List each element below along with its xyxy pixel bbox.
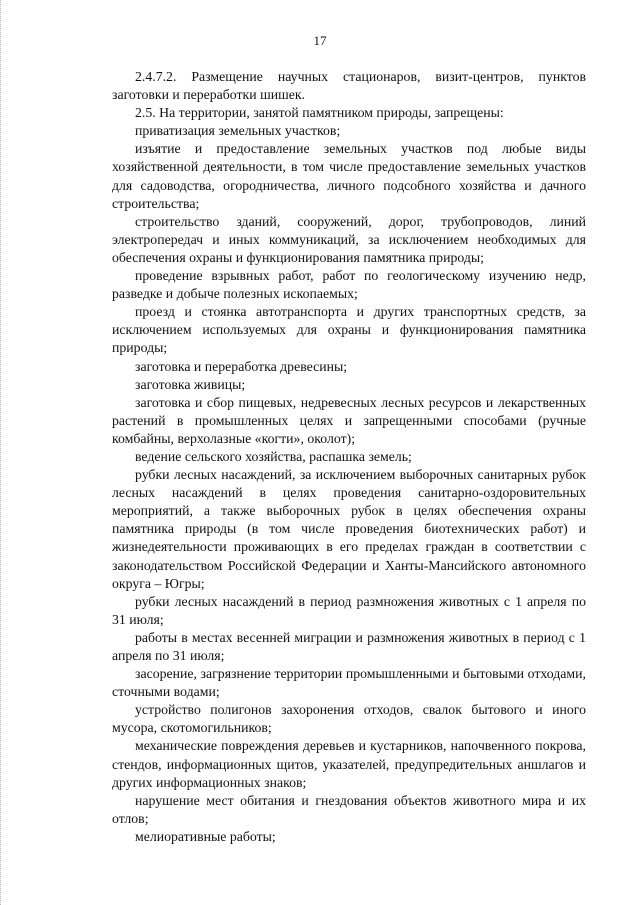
paragraph-2-5-heading: 2.5. На территории, занятой памятником природы, запрещены: — [135, 105, 504, 121]
prohibition-item: проведение взрывных работ, работ по геологическому изучению недр, разведке и добыче полезных ископаемых; — [112, 268, 586, 302]
prohibition-item: ведение сельского хозяйства, распашка земель; — [135, 448, 412, 464]
prohibition-item: рубки лесных насаждений, за исключением выборочных санитарных рубок лесных насаждений в целях проведения санитарно-оздоровительных мероприятий, а также выборочных рубок в целях обеспечения охраны памятника природы (в том числе проведения биотехнических работ) и жизнедеятельности проживающих в его пределах граждан в соответствии с законодательством Российской Федерации и Ханты-Мансийского автономного округа – Югры; — [112, 467, 586, 591]
page-binding-edge — [0, 0, 4, 905]
prohibition-item: мелиоративные работы; — [135, 828, 276, 844]
prohibition-item: устройство полигонов захоронения отходов, свалок бытового и иного мусора, скотомогильников; — [112, 702, 586, 736]
prohibition-item: заготовка и переработка древесины; — [135, 358, 348, 374]
prohibition-item: проезд и стоянка автотранспорта и других транспортных средств, за исключением используемых для охраны и функционирования памятника природы; — [112, 304, 586, 356]
prohibition-item: приватизация земельных участков; — [135, 123, 341, 139]
prohibition-item: работы в местах весенней миграции и размножения животных в период с 1 апреля по 31 июля; — [112, 629, 586, 663]
prohibition-item: нарушение мест обитания и гнездования объектов животного мира и их отлов; — [112, 792, 586, 826]
prohibition-item: заготовка живицы; — [135, 376, 246, 392]
prohibition-item: засорение, загрязнение территории промышленными и бытовыми отходами, сточными водами; — [112, 666, 586, 700]
prohibition-item: строительство зданий, сооружений, дорог, трубопроводов, линий электропередач и иных коммуникаций, за исключением необходимых для обеспечения охраны и функционирования памятника природы; — [112, 213, 586, 265]
prohibition-item: рубки лесных насаждений в период размножения животных с 1 апреля по 31 июля; — [112, 593, 586, 627]
page-number: 17 — [313, 33, 327, 48]
prohibition-item: механические повреждения деревьев и кустарников, напочвенного покрова, стендов, информационных щитов, указателей, предупредительных аншлагов и других информационных знаков; — [112, 738, 586, 790]
document-body — [112, 68, 586, 846]
paragraph-2-4-7-2: 2.4.7.2. Размещение научных стационаров, визит-центров, пунктов заготовки и переработки шишек. — [112, 69, 586, 103]
prohibition-item: заготовка и сбор пищевых, недревесных лесных ресурсов и лекарственных растений в промышленных целях и запрещенными способами (ручные комбайны, верхолазные «когти», околот); — [112, 394, 586, 446]
prohibition-item: изъятие и предоставление земельных участков под любые виды хозяйственной деятельности, в том числе предоставление земельных участков для садоводства, огородничества, личного подсобного хозяйства и дачного строительства; — [112, 141, 586, 211]
